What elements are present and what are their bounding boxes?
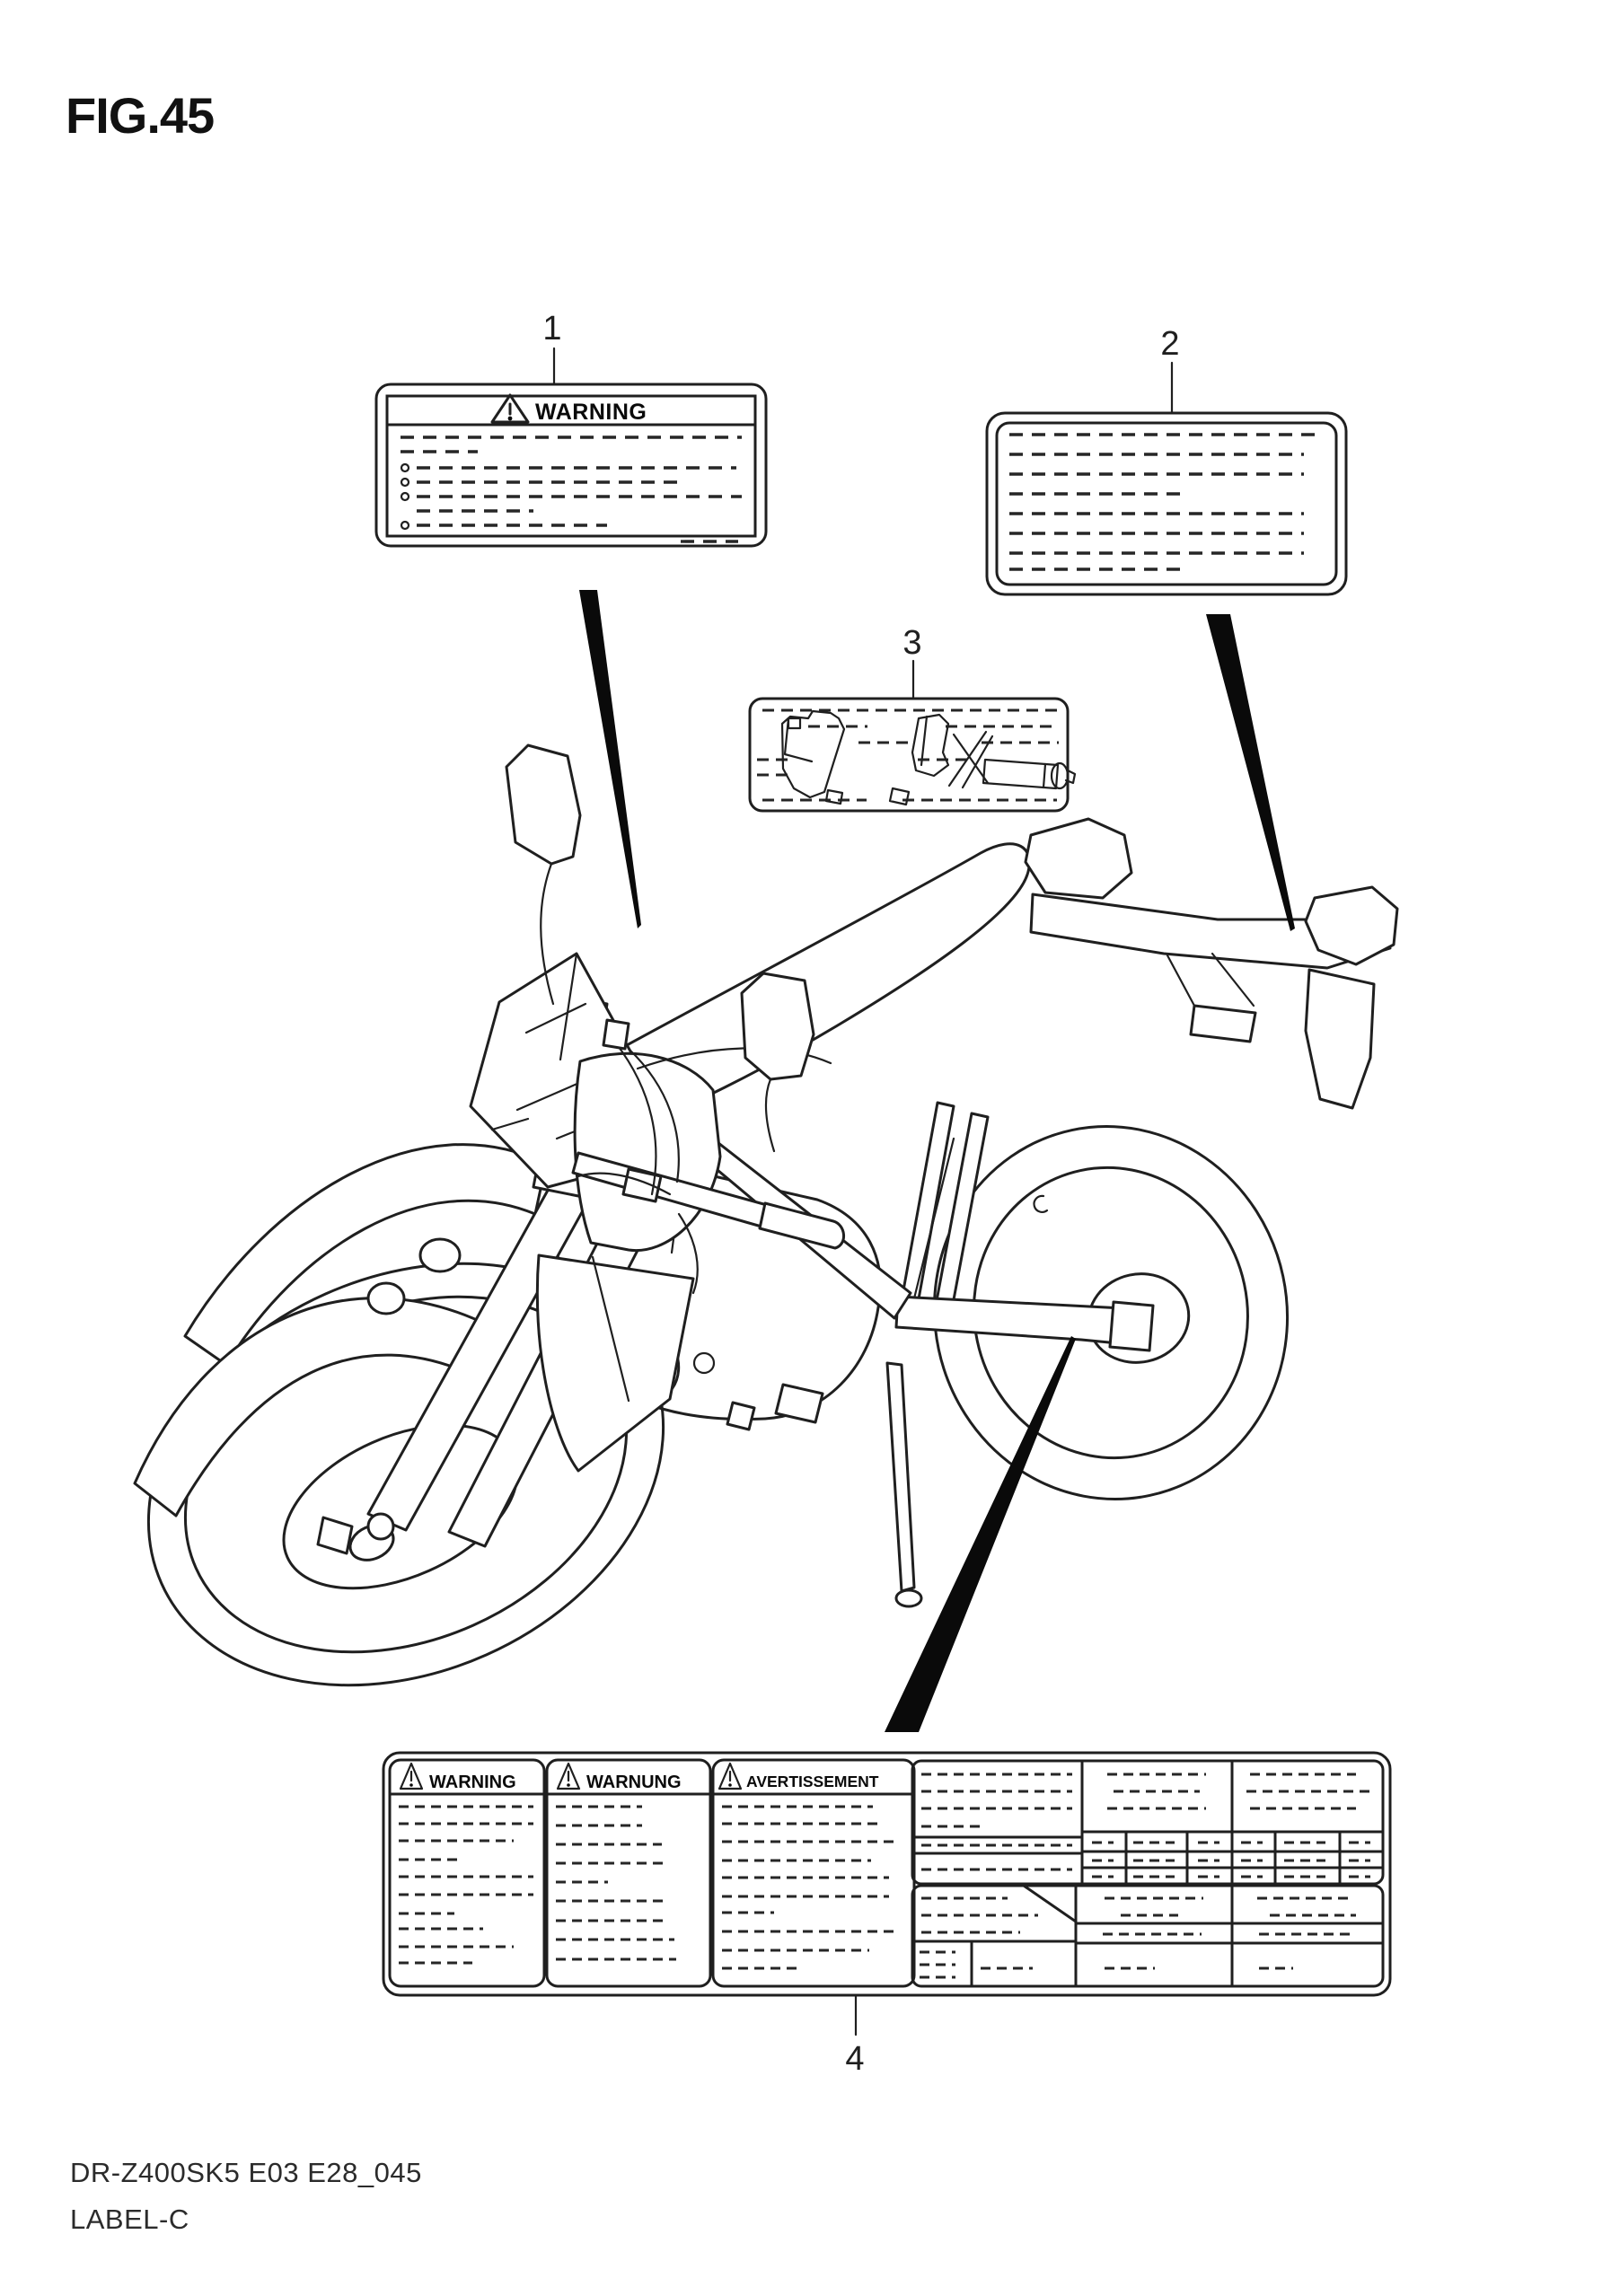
callout-1: 1 bbox=[542, 310, 562, 347]
swingarm bbox=[896, 1297, 1140, 1345]
leader-line-4 bbox=[885, 1336, 1076, 1732]
callout-4: 4 bbox=[845, 2040, 865, 2078]
label-4-table-bottom-redacted-text bbox=[920, 1898, 1356, 1977]
label-4-panel-2-redacted-text bbox=[556, 1807, 676, 1959]
warning-triangle-icon bbox=[558, 1764, 579, 1789]
warning-triangle-icon bbox=[492, 395, 528, 422]
label-3-redacted-text bbox=[757, 710, 1059, 800]
tail-section bbox=[1026, 819, 1397, 1108]
label-4-panel-3-header: AVERTISSEMENT bbox=[746, 1773, 879, 1790]
turn-signal bbox=[1026, 819, 1131, 898]
mudflap bbox=[1306, 970, 1374, 1108]
rear-axle-plate bbox=[1110, 1302, 1153, 1350]
label-1-warning bbox=[376, 384, 766, 546]
label-4-panel-3-redacted-text bbox=[722, 1807, 900, 1968]
label-2-info bbox=[987, 413, 1346, 594]
label-2-redacted-text bbox=[1009, 435, 1320, 569]
sheet-name: LABEL-C bbox=[70, 2204, 189, 2235]
left-mirror bbox=[506, 745, 580, 864]
label-1-redacted-text bbox=[401, 437, 742, 541]
callout-3: 3 bbox=[902, 624, 922, 662]
label-4-panel-1-header: WARNING bbox=[429, 1773, 516, 1792]
rear-frame bbox=[887, 1103, 1153, 1606]
kickstand bbox=[887, 1363, 914, 1591]
leader-line-1 bbox=[579, 590, 641, 928]
label-3-chain-info bbox=[750, 699, 1075, 811]
drawing-footer bbox=[70, 2157, 422, 2236]
part-code: DR-Z400SK5 E03 E28_045 bbox=[70, 2157, 422, 2188]
warning-triangle-icon bbox=[401, 1764, 422, 1789]
figure-title: FIG.45 bbox=[66, 87, 215, 144]
label-4-multilingual bbox=[383, 1753, 1390, 1995]
motorcycle-illustration bbox=[81, 745, 1397, 1764]
warning-triangle-icon bbox=[719, 1764, 741, 1789]
label-4-panel-2-header: WARNUNG bbox=[586, 1773, 682, 1792]
label-4-panel-1-redacted-text bbox=[399, 1807, 533, 1963]
label-4-table-top-redacted-text bbox=[921, 1774, 1374, 1877]
label-1-header: WARNING bbox=[535, 400, 647, 425]
label-4-data-table-top bbox=[912, 1761, 1383, 1884]
label-4-data-table-bottom bbox=[912, 1886, 1383, 1986]
right-mirror bbox=[742, 973, 814, 1079]
callout-2: 2 bbox=[1160, 325, 1180, 363]
leader-line-2 bbox=[1206, 614, 1295, 931]
